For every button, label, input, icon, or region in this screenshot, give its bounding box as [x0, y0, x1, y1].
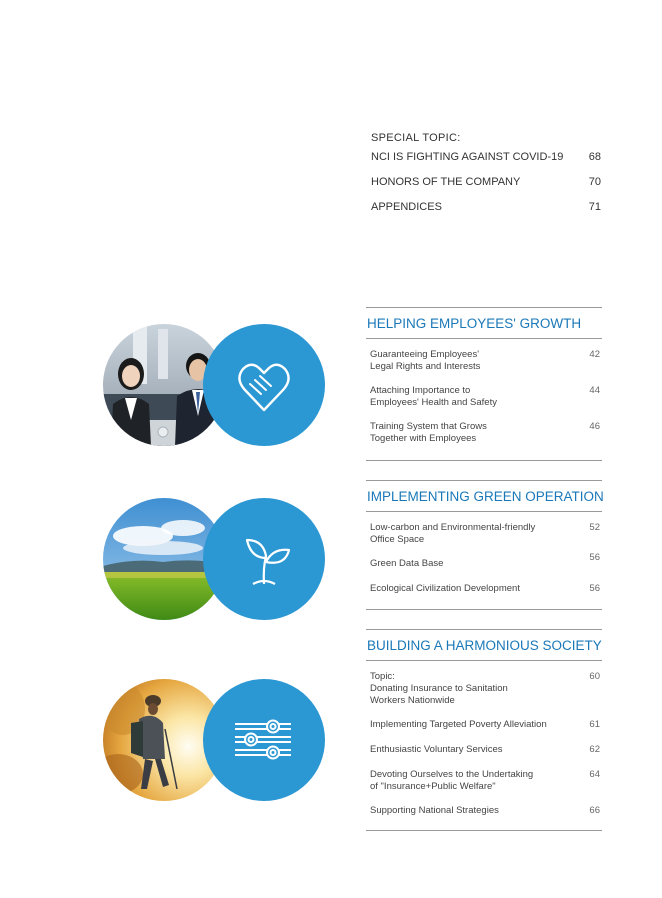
- toc-entry-label: Together with Employees: [370, 433, 477, 444]
- toc-entry-label: Implementing Targeted Poverty Alleviation: [370, 719, 547, 730]
- toc-entry-page: 71: [588, 201, 601, 213]
- special-topic-title: SPECIAL TOPIC:: [371, 132, 461, 144]
- toc-entry-page: 52: [589, 522, 600, 533]
- toc-entry-page: 46: [589, 421, 600, 432]
- toc-entry-label: Supporting National Strategies: [370, 805, 499, 816]
- toc-entry[interactable]: [370, 421, 602, 445]
- toc-entry-label: Office Space: [370, 534, 425, 545]
- toc-entry[interactable]: [370, 744, 602, 756]
- toc-entry-label: HONORS OF THE COMPANY: [371, 176, 521, 188]
- toc-entry-page: 68: [588, 151, 601, 163]
- toc-entry-label: NCI IS FIGHTING AGAINST COVID-19: [371, 151, 564, 163]
- toc-entry-page: 42: [589, 349, 600, 360]
- toc-entry[interactable]: [370, 805, 602, 817]
- toc-entry-label: Devoting Ourselves to the Undertaking: [370, 769, 534, 780]
- section-title: HELPING EMPLOYEES' GROWTH: [366, 308, 602, 339]
- toc-entry-label: Green Data Base: [370, 558, 444, 569]
- toc-entry-label: Workers Nationwide: [370, 695, 455, 706]
- toc-entry-page: 64: [589, 769, 600, 780]
- toc-entry-page: 62: [589, 744, 600, 755]
- toc-entry[interactable]: [370, 522, 602, 546]
- section-title: IMPLEMENTING GREEN OPERATION: [366, 481, 602, 512]
- section-green: [366, 480, 602, 610]
- toc-entry-label: Enthusiastic Voluntary Services: [370, 744, 503, 755]
- toc-entry[interactable]: [370, 552, 602, 570]
- section-society: [366, 629, 602, 831]
- toc-entry-page: 56: [589, 552, 600, 563]
- toc-entry-label: of "Insurance+Public Welfare": [370, 781, 496, 792]
- toc-entry[interactable]: [370, 349, 602, 373]
- toc-entry-page: 66: [589, 805, 600, 816]
- toc-entry-page: 61: [589, 719, 600, 730]
- toc-entry-label: Legal Rights and Interests: [370, 361, 481, 372]
- toc-entry[interactable]: [370, 583, 602, 595]
- sprout-icon: [203, 498, 325, 620]
- toc-entry-label: Guaranteeing Employees': [370, 349, 480, 360]
- toc-entry-label: Attaching Importance to: [370, 385, 471, 396]
- toc-entry-page: 70: [588, 176, 601, 188]
- toc-entry-page: 60: [589, 671, 600, 682]
- toc-entry[interactable]: [371, 176, 601, 201]
- toc-entry-label: Low-carbon and Environmental-friendly: [370, 522, 536, 533]
- toc-entry-label: Topic:: [370, 671, 395, 682]
- toc-entry-label: Ecological Civilization Development: [370, 583, 520, 594]
- toc-entry[interactable]: [371, 201, 601, 226]
- toc-entry-label: Employees' Health and Safety: [370, 397, 497, 408]
- toc-entry[interactable]: [370, 671, 602, 707]
- toc-entry[interactable]: [371, 151, 601, 176]
- toc-entry[interactable]: [370, 719, 602, 731]
- toc-entry-page: 56: [589, 583, 600, 594]
- toc-entry-label: Donating Insurance to Sanitation: [370, 683, 508, 694]
- section-title: BUILDING A HARMONIOUS SOCIETY: [366, 630, 602, 661]
- toc-entry-label: Training System that Grows: [370, 421, 487, 432]
- toc-entry-label: APPENDICES: [371, 201, 442, 213]
- special-topic-block: [371, 132, 601, 226]
- handshake-heart-icon: [203, 324, 325, 446]
- section-employees: [366, 307, 602, 461]
- toc-entry-page: 44: [589, 385, 600, 396]
- toc-entry[interactable]: [370, 385, 602, 409]
- toc-entry[interactable]: [370, 769, 602, 793]
- sliders-icon: [203, 679, 325, 801]
